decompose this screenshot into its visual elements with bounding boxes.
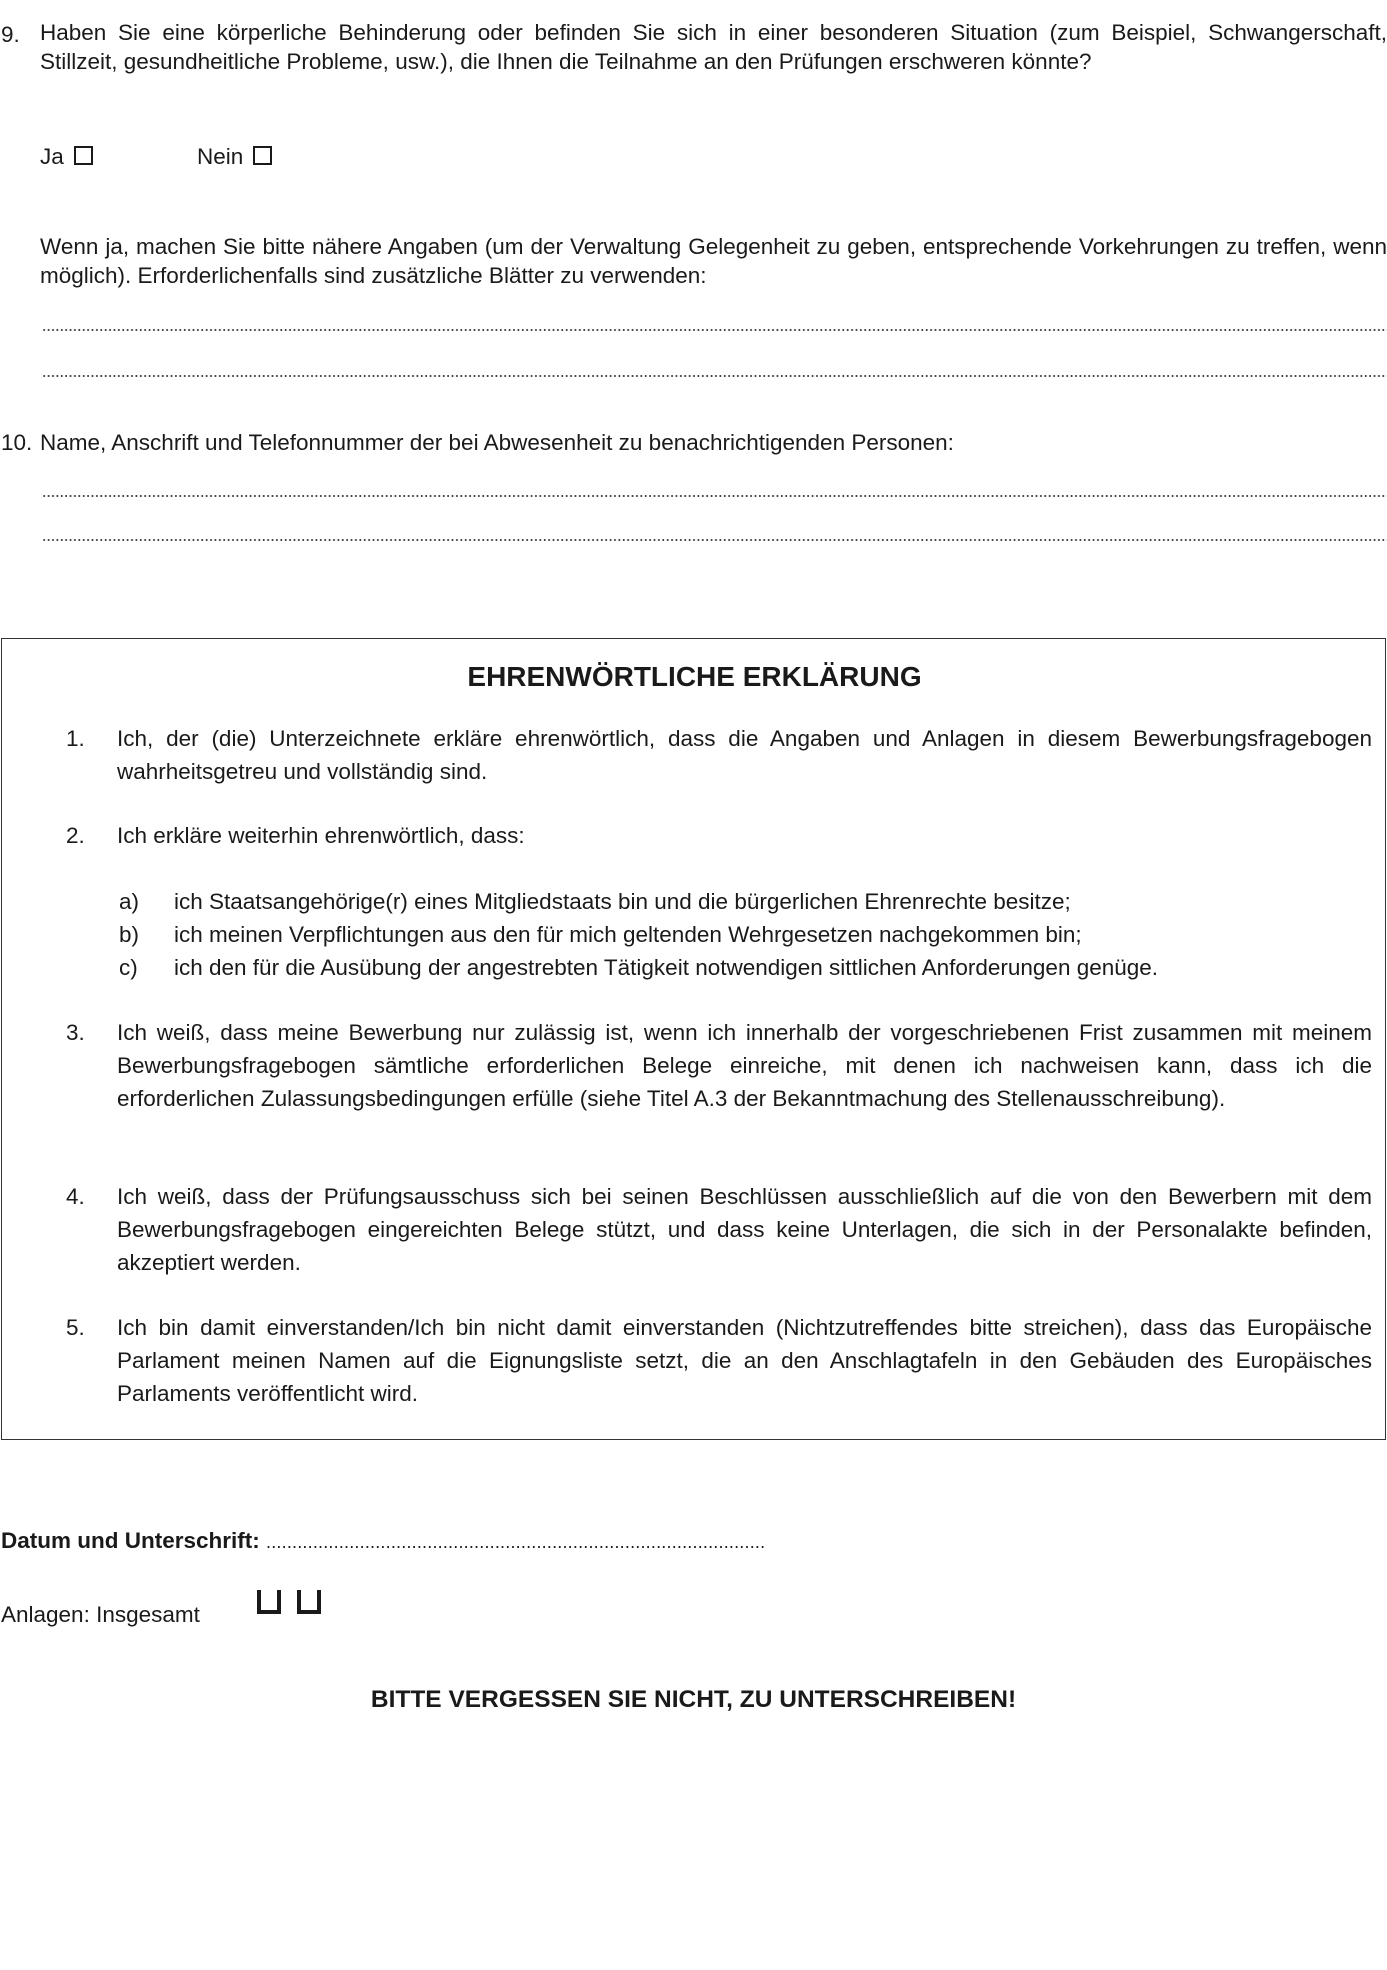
q9-yes-label: Ja (40, 144, 64, 169)
q9-no-label: Nein (197, 144, 244, 169)
declaration-subitem-text: ich Staatsangehörige(r) eines Mitgliedstaats bin und die bürgerlichen Ehrenrechte besitze; (174, 889, 1071, 914)
q9-no-checkbox[interactable] (253, 146, 272, 165)
signature-field[interactable] (1, 1524, 765, 1559)
q9-no-option (197, 140, 272, 173)
declaration-subitem-letter: b) (119, 922, 140, 947)
q9-yes-option (40, 140, 93, 173)
q10-number: 10. (1, 430, 33, 455)
attachments-digit-box[interactable] (257, 1590, 281, 1614)
attachments-count-boxes[interactable] (257, 1590, 321, 1623)
q10-answer-line-1[interactable] (42, 494, 1387, 498)
signature-reminder: BITTE VERGESSEN SIE NICHT, ZU UNTERSCHREIBEN! (370, 1686, 1017, 1713)
declaration-subitem-letter: a) (119, 889, 140, 914)
declaration-item-text: Ich erkläre weiterhin ehrenwörtlich, dass: (117, 823, 525, 848)
q9-number: 9. (1, 22, 20, 47)
declaration-item-text: Ich weiß, dass der Prüfungsausschuss sich bei seinen Beschlüssen ausschließlich auf die von den Bewerbern mit dem Bewerbungsfragebogen eingereichten Belege stützt, und dass keine Unterlagen, die sich in der Personalakte befinden, akzeptiert werden. (117, 1184, 1372, 1275)
q9-answer-line-2[interactable] (42, 374, 1387, 378)
declaration-subitem-text: ich den für die Ausübung der angestrebten Tätigkeit notwendigen sittlichen Anforderungen genüge. (174, 955, 1159, 980)
q9-answer-line-1[interactable] (42, 328, 1387, 332)
declaration-title: EHRENWÖRTLICHE ERKLÄRUNG (467, 661, 922, 692)
q9-yes-checkbox[interactable] (74, 146, 93, 165)
signature-dotted-line: ................................................................................................ (266, 1532, 766, 1552)
q9-details-text: Wenn ja, machen Sie bitte nähere Angaben (um der Verwaltung Gelegenheit zu geben, entsprechende Vorkehrungen zu treffen, wenn möglich). Erforderlichenfalls sind zusätzliche Blätter zu verwenden: (40, 234, 1387, 288)
attachments-digit-box[interactable] (297, 1590, 321, 1614)
declaration-item-text: Ich weiß, dass meine Bewerbung nur zulässig ist, wenn ich innerhalb der vorgeschriebenen Frist zusammen mit meinem Bewerbungsfragebogen sämtliche erforderlichen Belege einreiche, mit denen ich nachweisen kann, dass ich die erforderlichen Zulassungsbedingungen erfülle (siehe Titel A.3 der Bekanntmachung des Stellenausschreibung). (117, 1020, 1372, 1111)
declaration-subitem-letter: c) (119, 955, 138, 980)
declaration-item-number: 4. (66, 1184, 85, 1209)
declaration-item-number: 2. (66, 823, 85, 848)
declaration-item-number: 1. (66, 726, 85, 751)
declaration-subitem-text: ich meinen Verpflichtungen aus den für mich geltenden Wehrgesetzen nachgekommen bin; (174, 922, 1082, 947)
declaration-item-number: 5. (66, 1315, 85, 1340)
q10-answer-line-2[interactable] (42, 538, 1387, 542)
q9-question-text: Haben Sie eine körperliche Behinderung oder befinden Sie sich in einer besonderen Situation (zum Beispiel, Schwangerschaft, Stillzeit, gesundheitliche Probleme, usw.), die Ihnen die Teilnahme an den Prüfungen erschweren könnte? (40, 20, 1387, 74)
attachments-label: Anlagen: Insgesamt (1, 1602, 200, 1627)
declaration-box (1, 638, 1386, 1440)
declaration-item-number: 3. (66, 1020, 85, 1045)
declaration-item-text: Ich bin damit einverstanden/Ich bin nicht damit einverstanden (Nichtzutreffendes bitte streichen), dass das Europäische Parlament meinen Namen auf die Eignungsliste setzt, die an den Anschlagtafeln in den Gebäuden des Europäisches Parlaments veröffentlicht wird. (117, 1315, 1372, 1406)
q10-question-text: Name, Anschrift und Telefonnummer der bei Abwesenheit zu benachrichtigenden Personen: (40, 430, 954, 455)
declaration-item-text: Ich, der (die) Unterzeichnete erkläre ehrenwörtlich, dass die Angaben und Anlagen in diesem Bewerbungsfragebogen wahrheitsgetreu und vollständig sind. (117, 726, 1372, 784)
signature-label: Datum und Unterschrift: (1, 1528, 260, 1553)
